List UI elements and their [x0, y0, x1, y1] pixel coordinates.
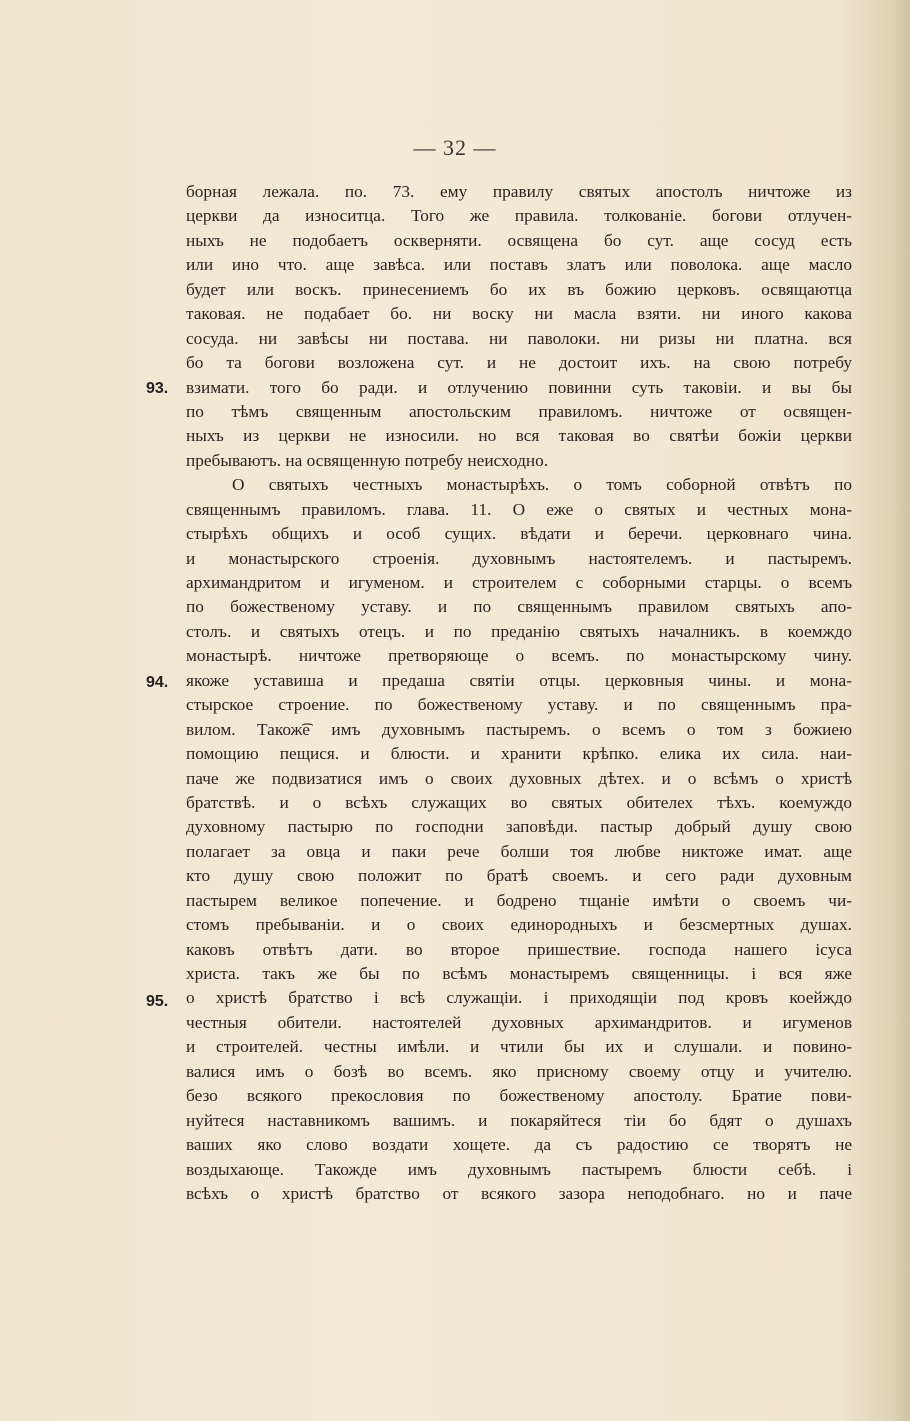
- text-line: валися имъ о бозѣ во всемъ. яко присному своему отцу и учителю.: [186, 1061, 852, 1081]
- text-block: [146, 180, 852, 1206]
- text-line: монастырѣ. ничтоже претворяюще о всемъ. по монастырскому чину.: [186, 646, 852, 666]
- margin-number-93: 93.: [146, 380, 169, 397]
- text-line: будет или воскъ. принесениемъ бо их въ божию церковъ. освящаютца: [186, 279, 852, 299]
- text-line: таковая. не подабает бо. ни воску ни масла взяти. ни иного какова: [186, 304, 852, 324]
- text-line: каковъ отвѣтъ дати. во второе пришествие. господа нашего іcуса: [186, 939, 852, 959]
- text-line: духовному пастырю по господни заповѣди. пастыр добрый душу свою: [186, 817, 852, 837]
- margin-number-95: 95.: [146, 993, 169, 1010]
- text-line: о христѣ братство і всѣ служащіи. і приходящіи под кровъ коейждо: [186, 988, 852, 1008]
- text-line: столъ. и святыхъ отецъ. и по преданію святыхъ началникъ. в коемждо: [186, 621, 852, 641]
- text-line: ныхъ не подобаетъ оскверняти. освящена бо сут. аще сосуд есть: [186, 230, 852, 250]
- text-line: ныхъ из церкви не износили. но вся таковая во святѣи божіи церкви: [186, 426, 852, 446]
- text-line: нуйтеся наставникомъ вашимъ. и покаряйтеся тіи бо бдят о душахъ: [186, 1110, 852, 1130]
- text-line: братствѣ. и о всѣхъ служащих во святых обителех тѣхъ. коемуждо: [186, 792, 852, 812]
- text-line: и строителей. честны имѣли. и чтили бы их и слушали. и повино-: [186, 1037, 852, 1057]
- text-line: христа. такъ же бы по всѣмъ монастыремъ священницы. і вся яже: [186, 964, 852, 983]
- text-line: кто душу свою положит по братѣ своемъ. и сего ради духовным: [186, 866, 852, 886]
- text-line: честныя обители. настоятелей духовных архимандритов. и игуменов: [186, 1012, 852, 1032]
- text-line: стырѣхъ общихъ и особ сущих. вѣдати и беречи. церковнаго чина.: [186, 524, 852, 544]
- text-line: ваших яко слово воздати хощете. да съ радостию се творятъ не: [186, 1135, 852, 1155]
- text-line: священнымъ правиломъ. глава. 11. О еже о святых и честных мона-: [186, 499, 852, 519]
- text-line: и монастырского строенія. духовнымъ настоятелемъ. и пастыремъ.: [186, 548, 852, 568]
- text-line: паче же подвизатися имъ о своих духовных дѣтех. и о всѣмъ о христѣ: [186, 768, 852, 788]
- text-line: бо та богови возложена сут. и не достоит ихъ. на свою потребу: [186, 353, 852, 373]
- text-line: сосуда. ни завѣсы ни постава. ни паволоки. ни ризы ни платна. вся: [186, 328, 852, 348]
- text-line: якоже уставиша и предаша святіи отцы. церковныя чины. и мона-: [186, 670, 852, 690]
- text-line: архимандритом и игуменом. и строителем с соборными старцы. о всемъ: [186, 573, 852, 592]
- text-line: стырское строение. по божественому уставу. и по священнымъ пра-: [186, 695, 852, 715]
- text-line: взимати. того бо ради. и отлучению повинни суть таковіи. и вы бы: [186, 377, 852, 397]
- text-line: безо всякого прекословия по божественому апостолу. Братие пови-: [186, 1086, 852, 1106]
- text-line: по божественому уставу. и по священнымъ правилом святыхъ апо-: [186, 597, 852, 617]
- text-line: всѣхъ о христѣ братство от всякого зазора неподобнаго. но и паче: [186, 1183, 852, 1203]
- text-line: церкви да износитца. Того же правила. толкованіе. богови отлучен-: [186, 206, 852, 226]
- page-number: — 32 —: [413, 135, 497, 160]
- text-line: помощию пещися. и блюсти. и хранити крѣпко. елика их сила. наи-: [186, 744, 852, 764]
- text-line: борная лежала. по. 73. ему правилу святых апостолъ ничтоже из: [186, 182, 852, 201]
- text-line: или ино что. аще завѣса. или поставъ златъ или поволока. аще масло: [186, 255, 852, 275]
- text-line: воздыхающе. Такожде имъ духовнымъ пастыремъ блюсти себѣ. і: [186, 1159, 852, 1179]
- text-line: стомъ пребываніи. и о своих единородныхъ и безсмертных душах.: [186, 915, 852, 935]
- text-line: вилом. Також͡е имъ духовнымъ пастыремъ. о всемъ о том з божиею: [186, 719, 852, 739]
- paragraph-heading-line: О святыхъ честныхъ монастырѣхъ. о томъ соборной отвѣтъ по: [232, 475, 852, 495]
- text-line: полагает за овца и паки рече болши тоя любве никтоже имат. аще: [186, 841, 852, 861]
- text-line: пребываютъ. на освященную потребу неисходно.: [186, 450, 549, 470]
- text-line: пастырем великое попечение. и бодрено тщаніе имѣти о своемъ чи-: [186, 890, 852, 910]
- margin-number-94: 94.: [146, 674, 169, 691]
- text-line: по тѣмъ священным апостольским правиломъ. ничтоже от освящен-: [186, 401, 852, 421]
